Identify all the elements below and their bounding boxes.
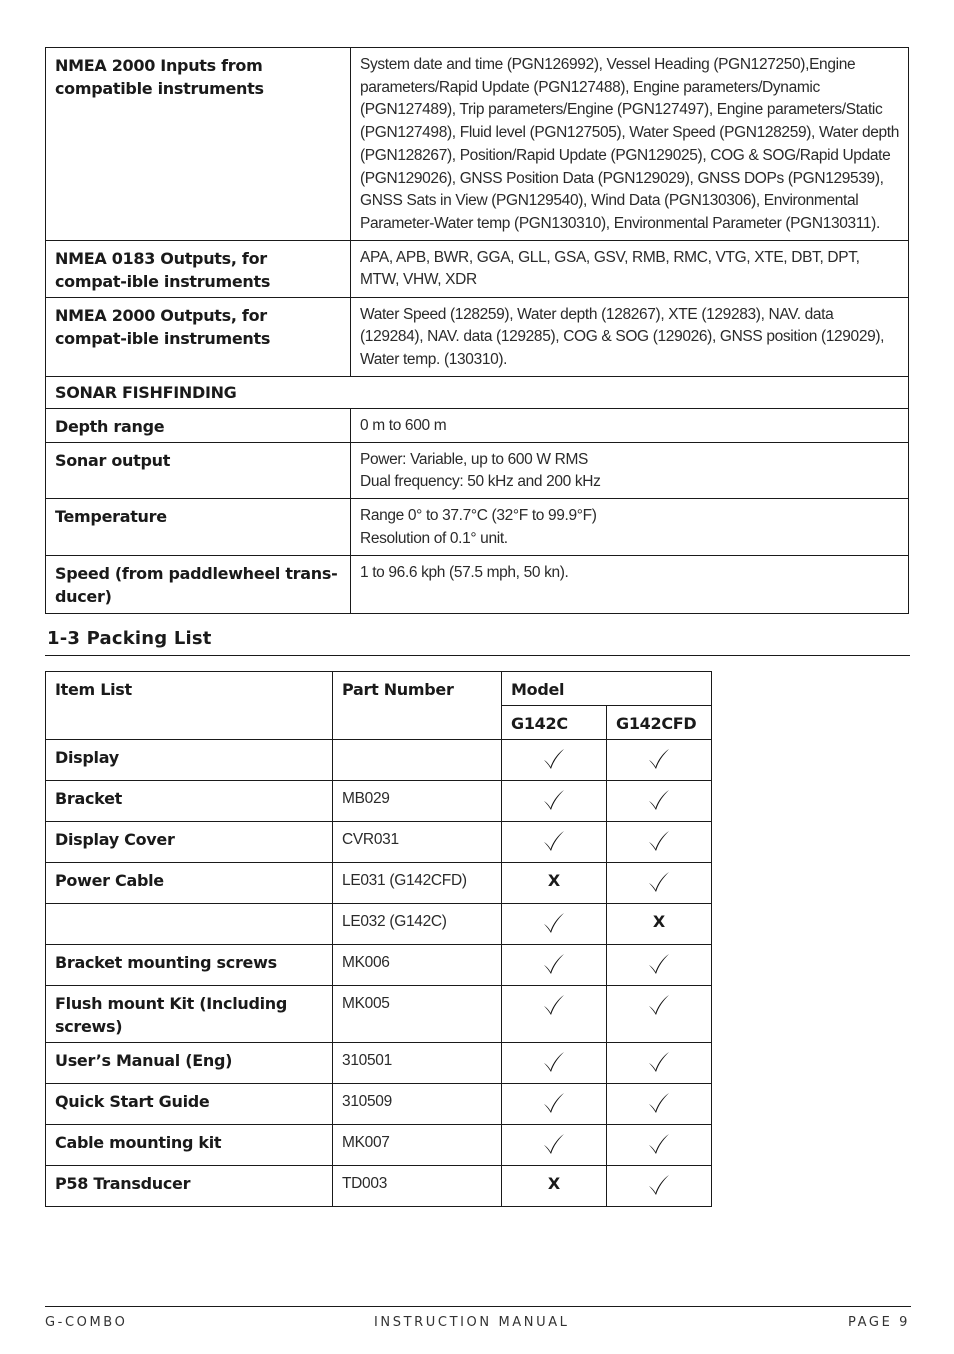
spec-label: Speed (from paddlewheel trans-ducer) — [46, 555, 351, 613]
included-g142c — [502, 1125, 607, 1166]
x-mark: X — [547, 871, 561, 890]
checkmark-icon — [646, 746, 672, 772]
item-name: Display Cover — [46, 822, 333, 863]
checkmark-icon — [646, 1049, 672, 1075]
spec-value: Power: Variable, up to 600 W RMS — [360, 450, 589, 468]
not-included-g142c — [502, 863, 607, 904]
included-g142c — [502, 986, 607, 1043]
included-g142cfd — [607, 781, 712, 822]
included-g142c — [502, 781, 607, 822]
item-name: Bracket mounting screws — [46, 945, 333, 986]
header-part-number: Part Number — [333, 672, 502, 740]
spec-value-line2: Resolution of 0.1° unit. — [360, 529, 508, 547]
included-g142cfd — [607, 863, 712, 904]
part-number: LE031 (G142CFD) — [333, 863, 502, 904]
item-name: User’s Manual (Eng) — [46, 1043, 333, 1084]
spec-row — [46, 297, 909, 376]
table-row — [46, 1043, 712, 1084]
spec-row — [46, 240, 909, 297]
spec-value: 1 to 96.6 kph (57.5 mph, 50 kn). — [351, 555, 909, 613]
table-row — [46, 1084, 712, 1125]
checkmark-icon — [541, 746, 567, 772]
item-name: Power Cable — [46, 863, 333, 904]
checkmark-icon — [646, 787, 672, 813]
spec-row — [46, 48, 909, 241]
spec-label: NMEA 2000 Inputs from compatible instruments — [46, 48, 351, 241]
part-number: 310501 — [333, 1043, 502, 1084]
included-g142cfd — [607, 1043, 712, 1084]
header-row — [46, 672, 712, 706]
checkmark-icon — [541, 1090, 567, 1116]
part-number: 310509 — [333, 1084, 502, 1125]
header-model-g142c: G142C — [502, 706, 607, 740]
item-name: Display — [46, 740, 333, 781]
table-row — [46, 1125, 712, 1166]
part-number: TD003 — [333, 1166, 502, 1207]
included-g142cfd — [607, 822, 712, 863]
not-included-g142cfd — [607, 904, 712, 945]
spec-value-cell — [351, 442, 909, 498]
not-included-g142c — [502, 1166, 607, 1207]
table-row — [46, 986, 712, 1043]
table-row — [46, 904, 712, 945]
checkmark-icon — [646, 992, 672, 1018]
footer-document-title: INSTRUCTION MANUAL — [374, 1315, 570, 1330]
checkmark-icon — [541, 992, 567, 1018]
item-name: Cable mounting kit — [46, 1125, 333, 1166]
spec-label: NMEA 2000 Outputs, for compat-ible instruments — [46, 297, 351, 376]
table-row — [46, 822, 712, 863]
checkmark-icon — [646, 869, 672, 895]
part-number: MB029 — [333, 781, 502, 822]
spec-section-row — [46, 376, 909, 408]
spec-row — [46, 499, 909, 555]
x-mark: X — [652, 912, 666, 931]
included-g142c — [502, 904, 607, 945]
included-g142c — [502, 822, 607, 863]
section-heading: 1-3 Packing List — [47, 628, 212, 649]
part-number: MK006 — [333, 945, 502, 986]
spec-row — [46, 555, 909, 613]
spec-row — [46, 442, 909, 498]
checkmark-icon — [541, 910, 567, 936]
included-g142c — [502, 1043, 607, 1084]
footer-page-number: PAGE 9 — [848, 1315, 910, 1330]
checkmark-icon — [646, 1131, 672, 1157]
packing-list-body — [46, 740, 712, 1207]
checkmark-icon — [541, 951, 567, 977]
table-row — [46, 945, 712, 986]
part-number — [333, 740, 502, 781]
table-row — [46, 781, 712, 822]
header-model: Model — [502, 672, 712, 706]
part-number: MK005 — [333, 986, 502, 1043]
included-g142c — [502, 740, 607, 781]
checkmark-icon — [646, 1090, 672, 1116]
heading-divider — [45, 655, 910, 656]
table-row — [46, 740, 712, 781]
spec-value-cell — [351, 499, 909, 555]
checkmark-icon — [541, 1049, 567, 1075]
spec-value: System date and time (PGN126992), Vessel Heading (PGN127250),Engine parameters/Rapid Update (PGN127488), Engine parameters/Dynamic (PGN127489), Trip parameters/Engine (PGN127497), Engine parameters/Static (PGN127498), Fluid level (PGN127505), Water Speed (PGN128259), Water depth (PGN128267), Position/Rapid Update (PGN129025), COG & SOG/Rapid Update (PGN129026), GNSS Position Data (PGN129029), GNSS DOPs (PGN129539), GNSS Sats in View (PGN129540), Wind Data (PGN130306), Environmental Parameter-Water temp (PGN130310), Environmental Parameter (PGN130311). — [351, 48, 909, 241]
spec-label: Sonar output — [46, 442, 351, 498]
part-number: LE032 (G142C) — [333, 904, 502, 945]
header-model-g142cfd: G142CFD — [607, 706, 712, 740]
checkmark-icon — [646, 951, 672, 977]
included-g142cfd — [607, 1125, 712, 1166]
spec-value: Range 0° to 37.7°C (32°F to 99.9°F) — [360, 507, 597, 525]
spec-row — [46, 408, 909, 442]
spec-label: NMEA 0183 Outputs, for compat-ible instruments — [46, 240, 351, 297]
item-name: Flush mount Kit (Including screws) — [46, 986, 333, 1043]
included-g142cfd — [607, 945, 712, 986]
checkmark-icon — [541, 787, 567, 813]
included-g142c — [502, 945, 607, 986]
item-name: P58 Transducer — [46, 1166, 333, 1207]
spec-value: 0 m to 600 m — [351, 408, 909, 442]
footer-divider — [45, 1306, 911, 1307]
checkmark-icon — [646, 828, 672, 854]
spec-value: APA, APB, BWR, GGA, GLL, GSA, GSV, RMB, RMC, VTG, XTE, DBT, DPT, MTW, VHW, XDR — [351, 240, 909, 297]
included-g142cfd — [607, 740, 712, 781]
header-item-list: Item List — [46, 672, 333, 740]
checkmark-icon — [541, 1131, 567, 1157]
x-mark: X — [547, 1174, 561, 1193]
table-row — [46, 863, 712, 904]
part-number: CVR031 — [333, 822, 502, 863]
checkmark-icon — [541, 828, 567, 854]
item-name: Quick Start Guide — [46, 1084, 333, 1125]
footer-product: G-COMBO — [45, 1315, 128, 1330]
included-g142cfd — [607, 986, 712, 1043]
spec-section-title: SONAR FISHFINDING — [46, 376, 909, 408]
packing-list-table — [45, 671, 712, 1207]
item-name — [46, 904, 333, 945]
item-name: Bracket — [46, 781, 333, 822]
spec-value: Water Speed (128259), Water depth (128267), XTE (129283), NAV. data (129284), NAV. data (129285), COG & SOG (129026), GNSS position (129029), Water temp. (130310). — [351, 297, 909, 376]
spec-value-line2: Dual frequency: 50 kHz and 200 kHz — [360, 473, 601, 491]
checkmark-icon — [646, 1172, 672, 1198]
included-g142cfd — [607, 1166, 712, 1207]
spec-label: Depth range — [46, 408, 351, 442]
specifications-table — [45, 47, 909, 614]
spec-label: Temperature — [46, 499, 351, 555]
included-g142cfd — [607, 1084, 712, 1125]
part-number: MK007 — [333, 1125, 502, 1166]
included-g142c — [502, 1084, 607, 1125]
table-row — [46, 1166, 712, 1207]
